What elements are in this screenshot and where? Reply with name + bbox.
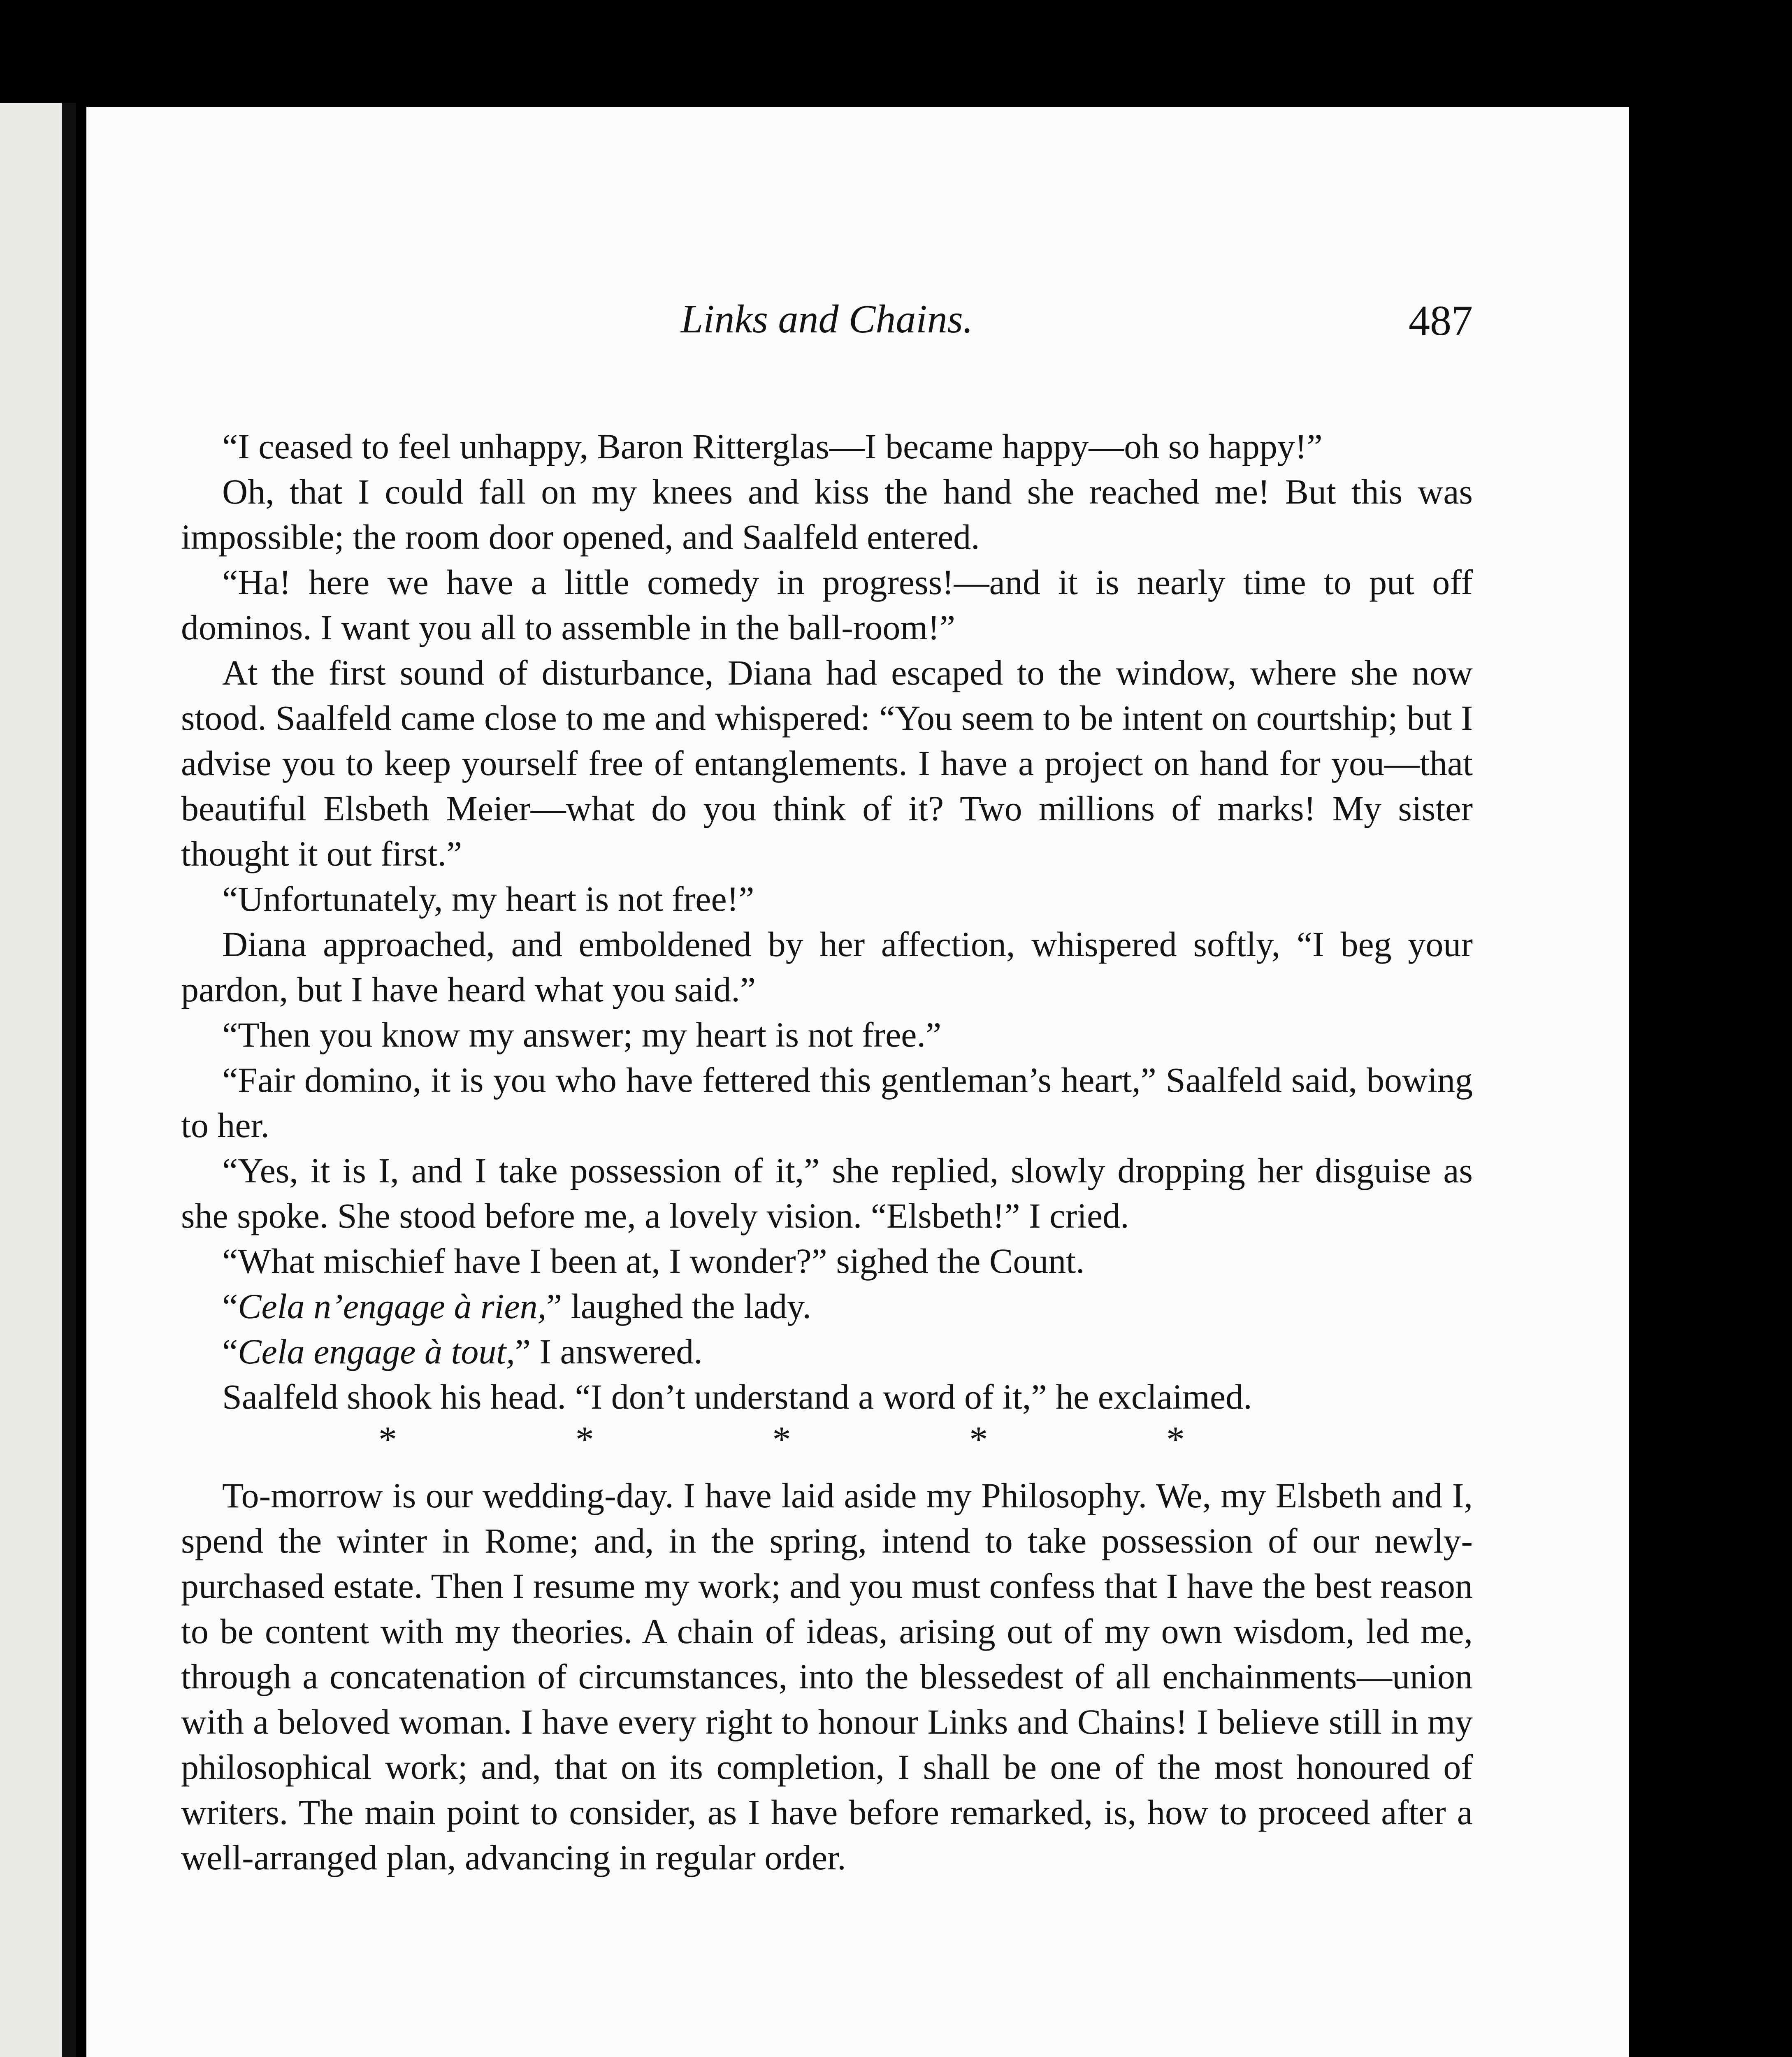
- section-separator: [378, 1419, 1185, 1460]
- page-header: [181, 296, 1473, 420]
- left-page-edge: [0, 103, 76, 2057]
- paragraph-rest: ” I answered.: [515, 1332, 703, 1371]
- paragraph: “Unfortunately, my heart is not free!”: [222, 879, 754, 919]
- paragraph: Saalfeld shook his head. “I don’t understand a word of it,” he exclaimed.: [222, 1377, 1252, 1416]
- paragraph-cela-rien: [181, 1284, 1473, 1329]
- quote-open: “: [222, 1286, 238, 1326]
- paragraph-rest: ” laughed the lady.: [546, 1286, 812, 1326]
- french-phrase: Cela engage à tout,: [238, 1332, 515, 1371]
- paragraph-cela-tout: [181, 1329, 1473, 1374]
- page-content: [181, 296, 1473, 2057]
- paragraph: Oh, that I could fall on my knees and kiss the hand she reached me! But this was impossible; the room door opened, and Saalfeld entered.: [181, 472, 1473, 557]
- paragraph: “Fair domino, it is you who have fettered this gentleman’s heart,” Saalfeld said, bowing to her.: [181, 1060, 1473, 1145]
- body-text: [181, 424, 1473, 1880]
- paragraph: “Yes, it is I, and I take possession of it,” she replied, slowly dropping her disguise as she spoke. She stood before me, a lovely vision. “Elsbeth!” I cried.: [181, 1151, 1473, 1235]
- book-page: [86, 107, 1629, 2057]
- paragraph: “What mischief have I been at, I wonder?” sighed the Count.: [222, 1241, 1085, 1281]
- paragraph: “Then you know my answer; my heart is not free.”: [222, 1015, 942, 1054]
- paragraph: “Ha! here we have a little comedy in progress!—and it is nearly time to put off dominos. I want you all to assemble in the ball-room!”: [181, 562, 1473, 647]
- paragraph: At the first sound of disturbance, Diana had escaped to the window, where she now stood. Saalfeld came close to me and whispered: “You seem to be intent on courtship; but I advise you to keep yourself free of entanglements. I have a project on hand for you—that beautiful Elsbeth Meier—what do you think of it? Two millions of marks! My sister thought it out first.”: [181, 653, 1473, 873]
- paragraph: Diana approached, and emboldened by her affection, whispered softly, “I beg your pardon, but I have heard what you said.”: [181, 924, 1473, 1009]
- running-title: Links and Chains.: [680, 297, 973, 341]
- separator-star: *: [1166, 1419, 1185, 1460]
- separator-star: *: [969, 1419, 988, 1460]
- separator-star: *: [378, 1419, 397, 1460]
- quote-open: “: [222, 1332, 238, 1371]
- final-paragraph: To-morrow is our wedding-day. I have laid aside my Philosophy. We, my Elsbeth and I, spend the winter in Rome; and, in the spring, intend to take possession of our newly-purchased estate. Then I resume my work; and you must confess that I have the best reason to be content with my theories. A chain of ideas, arising out of my own wisdom, led me, through a concatenation of circumstances, into the blessedest of all enchainments—union with a beloved woman. I have every right to honour Links and Chains! I believe still in my philosophical work; and, that on its completion, I shall be one of the most honoured of writers. The main point to consider, as I have before remarked, is, how to proceed after a well-arranged plan, advancing in regular order.: [181, 1476, 1473, 1877]
- paragraph: “I ceased to feel unhappy, Baron Ritterglas—I became happy—oh so happy!”: [222, 427, 1323, 466]
- separator-star: *: [575, 1419, 594, 1460]
- page-number: 487: [1409, 297, 1473, 344]
- separator-star: *: [772, 1419, 791, 1460]
- french-phrase: Cela n’engage à rien,: [238, 1286, 547, 1326]
